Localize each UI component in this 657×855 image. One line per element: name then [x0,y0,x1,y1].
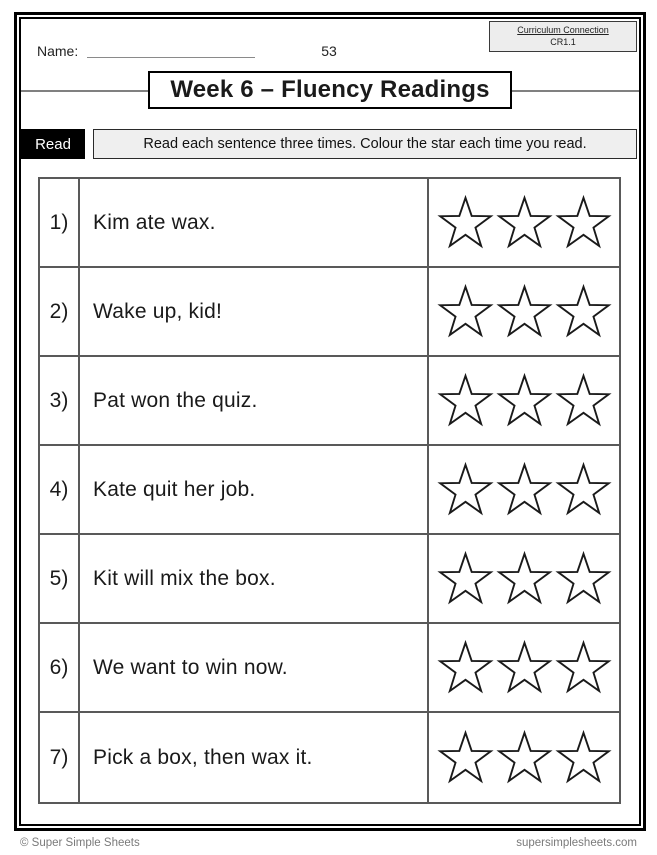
star-icon [496,730,553,785]
star-icon [437,373,494,428]
star-icon [437,462,494,517]
star-icon [555,195,612,250]
star-icon [496,195,553,250]
star-icon [555,640,612,695]
row-sentence: Kim ate wax. [80,179,429,266]
name-label: Name: [37,43,79,59]
row-stars [429,535,619,622]
row-stars [429,446,619,533]
row-number: 1) [40,179,80,266]
row-sentence: Wake up, kid! [80,268,429,355]
worksheet-title: Week 6 – Fluency Readings [148,71,512,109]
star-icon [555,551,612,606]
row-sentence: Kit will mix the box. [80,535,429,622]
star-icon [437,551,494,606]
read-badge: Read [21,129,85,159]
row-stars [429,624,619,711]
curriculum-connection-box [489,21,637,52]
star-icon [496,284,553,339]
table-row [40,357,619,446]
row-number: 3) [40,357,80,444]
row-number: 2) [40,268,80,355]
row-stars [429,713,619,802]
star-icon [437,640,494,695]
copyright-text: © Super Simple Sheets [20,837,140,849]
table-row [40,268,619,357]
star-icon [555,730,612,785]
website-text: supersimplesheets.com [516,837,637,849]
row-number: 6) [40,624,80,711]
star-icon [496,640,553,695]
row-number: 5) [40,535,80,622]
curriculum-connection-label: Curriculum Connection [517,24,609,35]
page-number: 53 [321,43,337,59]
star-icon [437,730,494,785]
instruction-text: Read each sentence three times. Colour the star each time you read. [93,129,637,159]
row-number: 4) [40,446,80,533]
star-icon [555,373,612,428]
star-icon [555,284,612,339]
sentence-table [38,177,621,804]
row-stars [429,357,619,444]
page-footer [20,837,637,853]
table-row [40,446,619,535]
star-icon [496,373,553,428]
table-row [40,713,619,802]
row-stars [429,179,619,266]
star-icon [437,195,494,250]
table-row [40,624,619,713]
curriculum-code: CR1.1 [550,36,576,47]
row-sentence: Pat won the quiz. [80,357,429,444]
row-sentence: Kate quit her job. [80,446,429,533]
instruction-row [21,129,639,159]
row-number: 7) [40,713,80,802]
star-icon [555,462,612,517]
star-icon [496,551,553,606]
worksheet-inner-frame [19,17,641,826]
row-sentence: Pick a box, then wax it. [80,713,429,802]
table-row [40,535,619,624]
star-icon [437,284,494,339]
row-sentence: We want to win now. [80,624,429,711]
name-blank-line [87,57,255,58]
star-icon [496,462,553,517]
table-row [40,179,619,268]
worksheet-outer-frame [14,12,646,831]
title-section [21,71,639,111]
row-stars [429,268,619,355]
